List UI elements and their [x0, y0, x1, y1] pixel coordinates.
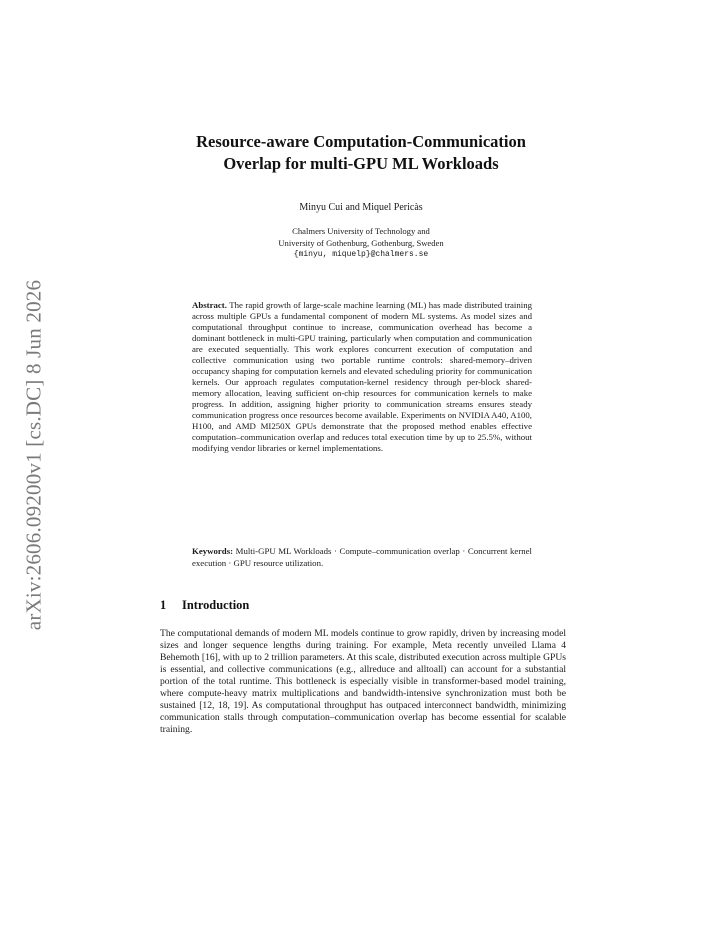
paper-title: [130, 131, 592, 175]
section-heading-introduction: [160, 597, 249, 613]
author-email: {minyu, miquelp}@chalmers.se: [293, 250, 429, 259]
affiliation-block: [130, 225, 592, 261]
paper-title-line-1: Resource-aware Computation-Communication: [196, 132, 526, 151]
paper-title-line-2: Overlap for multi-GPU ML Workloads: [223, 154, 499, 173]
abstract-block: [192, 300, 532, 454]
affiliation-line-1: Chalmers University of Technology and: [292, 226, 430, 236]
abstract-text: The rapid growth of large-scale machine learning (ML) has made distributed training across multiple GPUs a fundamental component of modern ML systems. As model sizes and computational throughput continue to increase, communication overhead has become a dominant bottleneck in multi-GPU training, particularly when computation and communication are executed sequentially. This work explores concurrent execution of computation and collective communication using two portable runtime controls: shared-memory–driven occupancy shaping for computation kernels and elevated scheduling priority for communication kernels. Our approach regulates computation-kernel residency through per-block shared-memory allocation, leaving sufficient on-chip resources for communication kernels to make progress. In addition, assigning higher priority to communication streams ensures steady communication progress once resources become available. Experiments on NVIDIA A40, A100, H100, and AMD MI250X GPUs demonstrate that the proposed method enables effective computation–communication overlap and reduces total execution time by up to 25.5%, without modifying vendor libraries or kernel implementations.: [192, 300, 532, 454]
keywords-label: Keywords:: [192, 546, 234, 556]
affiliation-line-2: University of Gothenburg, Gothenburg, Sweden: [278, 238, 444, 248]
abstract-label: Abstract.: [192, 300, 227, 310]
section-number: 1: [160, 598, 167, 612]
keywords-block: [192, 546, 532, 569]
arxiv-identifier-stamp: arXiv:2606.09200v1 [cs.DC] 8 Jun 2026: [21, 279, 46, 631]
keywords-text: Multi-GPU ML Workloads · Compute–communication overlap · Concurrent kernel execution · GPU resource utilization.: [192, 546, 532, 568]
author-list: Minyu Cui and Miquel Pericàs: [299, 202, 423, 213]
section-title: Introduction: [182, 598, 250, 612]
introduction-paragraph: The computational demands of modern ML models continue to grow rapidly, driven by increasing model sizes and longer sequence lengths during training. For example, Meta recently unveiled Llama 4 Behemoth [16], with up to 2 trillion parameters. At this scale, distributed execution across multiple GPUs is essential, and collective communications (e.g., allreduce and alltoall) can account for a substantial portion of the total runtime. This bottleneck is especially visible in transformer-based model training, where compute-heavy matrix multiplications and bandwidth-intensive synchronization must both be sustained [12, 18, 19]. As computational throughput has outpaced interconnect bandwidth, minimizing communication stalls through computation–communication overlap has become essential for scalable training.: [160, 628, 566, 736]
